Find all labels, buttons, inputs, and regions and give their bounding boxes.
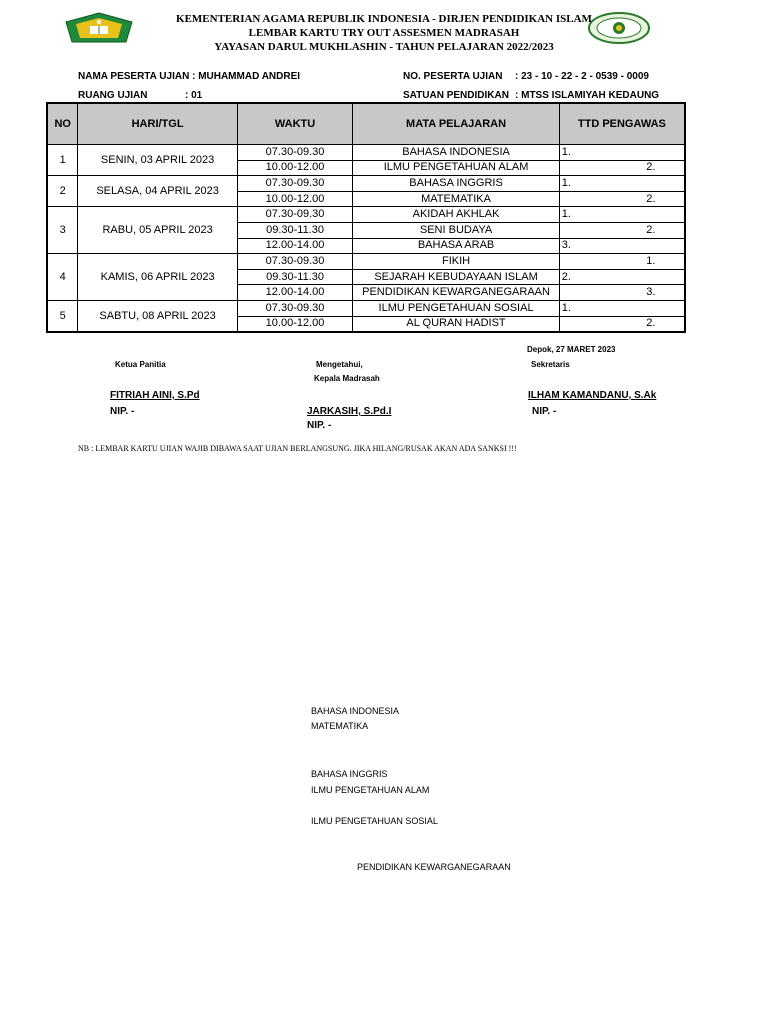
table-row [47, 207, 685, 223]
session-time: 07.30-09.30 [237, 176, 353, 192]
session-subject: AL QURAN HADIST [353, 316, 559, 332]
room-label: RUANG UJIAN [78, 90, 148, 101]
row-no: 3 [47, 207, 78, 254]
session-subject: AKIDAH AKHLAK [353, 207, 559, 223]
col-header-no: NO [47, 103, 78, 145]
table-row [47, 176, 685, 192]
session-time: 10.00-12.00 [237, 191, 353, 207]
signature-slot: 2. [559, 160, 685, 176]
note-item: MATEMATIKA [311, 721, 369, 731]
session-subject: SEJARAH KEBUDAYAAN ISLAM [353, 269, 559, 285]
session-subject: MATEMATIKA [353, 191, 559, 207]
signature-slot: 2. [559, 316, 685, 332]
row-day: SELASA, 04 APRIL 2023 [78, 176, 237, 207]
row-day: RABU, 05 APRIL 2023 [78, 207, 237, 254]
school-value: : MTSS ISLAMIYAH KEDAUNG [515, 90, 660, 101]
signature-slot: 1. [559, 254, 685, 270]
row-day: KAMIS, 06 APRIL 2023 [78, 254, 237, 301]
signature-slot: 2. [559, 191, 685, 207]
col-header-signature: TTD PENGAWAS [559, 103, 685, 145]
session-time: 07.30-09.30 [237, 254, 353, 270]
ketua-title: Ketua Panitia [115, 360, 166, 369]
sekretaris-name: ILHAM KAMANDANU, S.Ak [528, 390, 657, 401]
session-subject: BAHASA INGGRIS [353, 176, 559, 192]
session-subject: ILMU PENGETAHUAN SOSIAL [353, 300, 559, 316]
participant-number-value: : 23 - 10 - 22 - 2 - 0539 - 0009 [515, 71, 649, 82]
row-no: 2 [47, 176, 78, 207]
row-no: 4 [47, 254, 78, 301]
signature-slot: 1. [559, 207, 685, 223]
session-subject: PENDIDIKAN KEWARGANEGARAAN [353, 285, 559, 301]
exam-schedule-table [46, 102, 686, 333]
row-day: SABTU, 08 APRIL 2023 [78, 300, 237, 332]
participant-number-label: NO. PESERTA UJIAN [403, 71, 503, 82]
kepala-name: JARKASIH, S.Pd.I [307, 406, 392, 417]
row-day: SENIN, 03 APRIL 2023 [78, 145, 237, 176]
table-row [47, 300, 685, 316]
session-time: 07.30-09.30 [237, 207, 353, 223]
note-item: BAHASA INDONESIA [311, 706, 400, 716]
session-time: 10.00-12.00 [237, 316, 353, 332]
school-label: SATUAN PENDIDIKAN [403, 90, 509, 101]
room-value: : 01 [185, 90, 203, 101]
mengetahui-label: Mengetahui, [316, 360, 363, 369]
note-item: PENDIDIKAN KEWARGANEGARAAN [357, 862, 511, 872]
col-header-time: WAKTU [237, 103, 353, 145]
session-time: 12.00-14.00 [237, 285, 353, 301]
ketua-name: FITRIAH AINI, S.Pd [110, 390, 200, 401]
session-time: 09.30-11.30 [237, 222, 353, 238]
row-no: 5 [47, 300, 78, 332]
kepala-title: Kepala Madrasah [314, 374, 380, 383]
note-item: ILMU PENGETAHUAN SOSIAL [311, 816, 438, 826]
table-row [47, 254, 685, 270]
session-subject: BAHASA ARAB [353, 238, 559, 254]
col-header-subject: MATA PELAJARAN [353, 103, 559, 145]
signature-slot: 1. [559, 145, 685, 161]
signature-slot: 2. [559, 269, 685, 285]
session-time: 09.30-11.30 [237, 269, 353, 285]
session-subject: ILMU PENGETAHUAN ALAM [353, 160, 559, 176]
kepala-nip: NIP. - [307, 420, 332, 431]
signature-slot: 1. [559, 176, 685, 192]
session-time: 07.30-09.30 [237, 145, 353, 161]
signature-slot: 3. [559, 238, 685, 254]
row-no: 1 [47, 145, 78, 176]
session-time: 12.00-14.00 [237, 238, 353, 254]
signature-slot: 2. [559, 222, 685, 238]
sekretaris-nip: NIP. - [532, 406, 557, 417]
note-item: BAHASA INGGRIS [311, 769, 388, 779]
session-subject: SENI BUDAYA [353, 222, 559, 238]
session-subject: FIKIH [353, 254, 559, 270]
header-doc-title: LEMBAR KARTU TRY OUT ASSESMEN MADRASAH [248, 27, 520, 39]
sekretaris-title: Sekretaris [531, 360, 570, 369]
nb-notice: NB : LEMBAR KARTU UJIAN WAJIB DIBAWA SAAT UJIAN BERLANGSUNG. JIKA HILANG/RUSAK AKAN ADA SANKSI !!! [78, 444, 517, 453]
signature-slot: 3. [559, 285, 685, 301]
note-item: ILMU PENGETAHUAN ALAM [311, 785, 430, 795]
session-time: 10.00-12.00 [237, 160, 353, 176]
table-row [47, 145, 685, 161]
session-subject: BAHASA INDONESIA [353, 145, 559, 161]
session-time: 07.30-09.30 [237, 300, 353, 316]
header-ministry: KEMENTERIAN AGAMA REPUBLIK INDONESIA - DIRJEN PENDIDIKAN ISLAM [176, 13, 592, 25]
col-header-day: HARI/TGL [78, 103, 237, 145]
signature-slot: 1. [559, 300, 685, 316]
participant-name: NAMA PESERTA UJIAN : MUHAMMAD ANDREI [78, 71, 301, 82]
ketua-nip: NIP. - [110, 406, 135, 417]
place-date: Depok, 27 MARET 2023 [527, 345, 616, 354]
table-header-row [47, 103, 685, 145]
header-foundation: YAYASAN DARUL MUKHLASHIN - TAHUN PELAJARAN 2022/2023 [214, 41, 554, 53]
